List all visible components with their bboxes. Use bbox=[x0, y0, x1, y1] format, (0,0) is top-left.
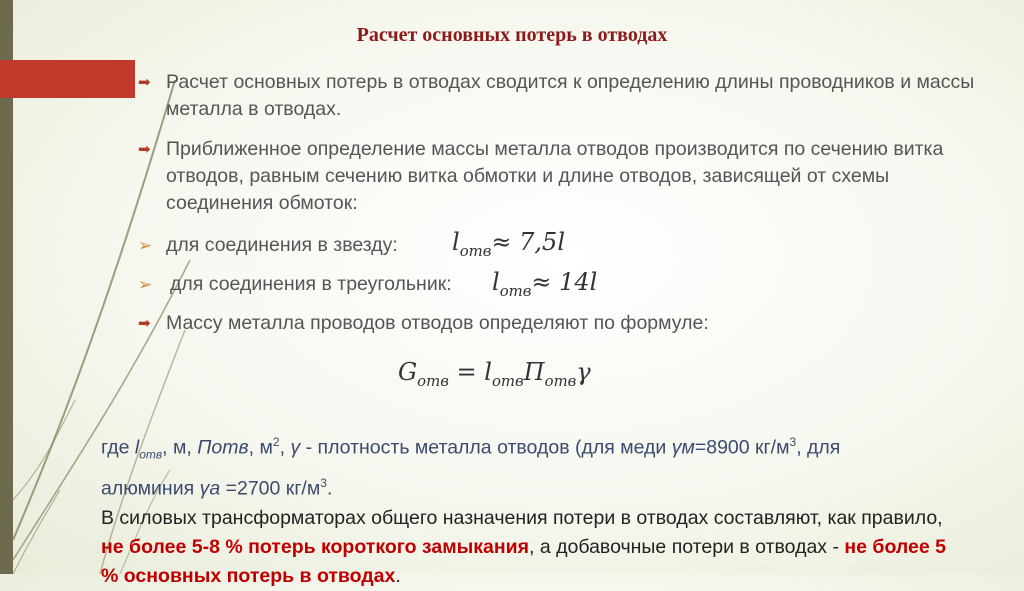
footer-cu-value: =8900 кг/м bbox=[694, 436, 790, 459]
formula-star-l: l bbox=[452, 228, 460, 256]
footer-l-sub: отв bbox=[139, 447, 163, 462]
footer-al-word: алюминия bbox=[101, 477, 200, 500]
bullet-star bbox=[138, 232, 398, 259]
formula-delta-l: l bbox=[492, 268, 500, 296]
footer-notes bbox=[101, 428, 951, 591]
formula-mass-l-sub: отв bbox=[491, 371, 524, 390]
footer-p-var: Потв bbox=[197, 436, 249, 459]
footer-highlight-2: не более 5 % основных потерь в отводах bbox=[101, 535, 946, 587]
footer-al-value: =2700 кг/м bbox=[220, 477, 321, 500]
footer-conclusion-start: В силовых трансформаторах общего назначения потери в отводах составляют, как правило, bbox=[101, 506, 943, 529]
formula-delta-rhs: ≈ 14l bbox=[531, 268, 598, 296]
slide-title: Расчет основных потерь в отводах bbox=[356, 24, 668, 46]
footer-line-1 bbox=[101, 428, 951, 469]
footer-conclusion bbox=[101, 504, 951, 591]
formula-mass-g-sub: отв bbox=[417, 371, 449, 390]
footer-gamma-cu: γм bbox=[671, 436, 695, 459]
footer-l-var: l bbox=[134, 436, 140, 459]
formula-mass-pi: П bbox=[523, 358, 545, 386]
bullet-star-text: для соединения в звезду: bbox=[166, 234, 398, 256]
footer-highlight-1: не более 5-8 % потерь короткого замыкания bbox=[101, 535, 530, 558]
footer-gamma: γ bbox=[290, 436, 301, 459]
formula-mass-l: l bbox=[484, 358, 492, 386]
arrow-bullet-icon: ➡ bbox=[138, 74, 151, 91]
footer-al-end: . bbox=[326, 477, 333, 500]
footer-sup3b: 3 bbox=[320, 476, 327, 491]
bullet-delta bbox=[138, 271, 452, 298]
formula-mass-pi-sub: отв bbox=[544, 371, 577, 390]
footer-conclusion-end: . bbox=[395, 564, 401, 587]
footer-sup3: 3 bbox=[789, 435, 797, 449]
bullet-1 bbox=[138, 69, 996, 123]
footer-unit-m: , м, bbox=[162, 436, 198, 459]
bullet-2-text: Приближенное определение массы металла отводов производится по сечению витка отводов, равным сечению витка обмотки и длине отводов, зависящей от схемы соединения обмоток: bbox=[166, 138, 944, 214]
bullet-2 bbox=[138, 136, 996, 217]
arrow-bullet-icon: ➡ bbox=[138, 315, 151, 332]
bullet-1-text: Расчет основных потерь в отводах сводится к определению длины проводников и массы металла в отводах. bbox=[166, 71, 975, 120]
formula-mass bbox=[398, 358, 591, 390]
footer-line-2 bbox=[101, 469, 951, 504]
footer-density-text: - плотность металла отводов (для меди bbox=[300, 436, 672, 459]
bullet-mass bbox=[138, 310, 709, 337]
formula-star-sub: отв bbox=[459, 241, 492, 260]
footer-conclusion-mid: , а добавочные потери в отводах - bbox=[529, 535, 845, 558]
bullet-mass-text: Массу металла проводов отводов определяют по формуле: bbox=[166, 312, 709, 334]
formula-star bbox=[452, 228, 565, 260]
formula-delta-sub: отв bbox=[499, 281, 532, 300]
formula-delta bbox=[492, 268, 597, 300]
formula-star-rhs: ≈ 7,5l bbox=[491, 228, 565, 256]
footer-unit-m2: , м bbox=[248, 436, 273, 459]
bullet-delta-text: для соединения в треугольник: bbox=[170, 273, 452, 295]
footer-gamma-sep: , bbox=[279, 436, 291, 459]
footer-gamma-al: γа bbox=[199, 477, 221, 500]
footer-sup2: 2 bbox=[272, 435, 280, 449]
formula-mass-gamma: γ bbox=[576, 358, 591, 386]
arrow-bullet-icon: ➡ bbox=[138, 141, 151, 158]
formula-mass-g: G bbox=[398, 358, 418, 386]
chevron-bullet-icon: ➢ bbox=[138, 275, 153, 294]
formula-mass-eq: = bbox=[448, 358, 485, 386]
footer-for-al: , для bbox=[796, 436, 841, 459]
footer-where: где bbox=[101, 436, 135, 459]
chevron-bullet-icon: ➢ bbox=[138, 236, 153, 255]
